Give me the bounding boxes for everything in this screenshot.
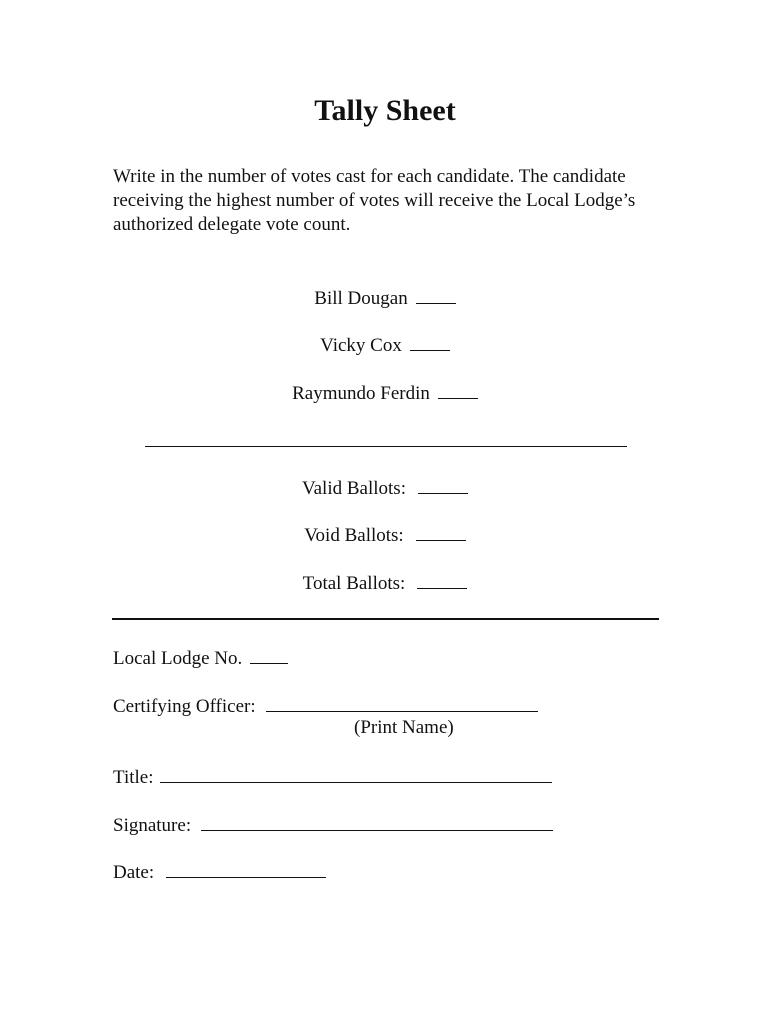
certifying-officer-label: Certifying Officer:: [113, 696, 256, 717]
void-ballots-row: [0, 522, 770, 548]
local-lodge-row: [113, 645, 288, 671]
candidate-name: Bill Dougan: [314, 288, 408, 309]
title-row: [113, 764, 552, 790]
candidate-name: Raymundo Ferdin: [292, 383, 430, 404]
date-label: Date:: [113, 862, 155, 883]
print-name-caption: (Print Name): [354, 717, 454, 738]
title-field[interactable]: [160, 764, 552, 783]
valid-ballots-row: [0, 475, 770, 501]
date-field[interactable]: [166, 859, 326, 878]
signature-label: Signature:: [113, 815, 192, 836]
local-lodge-label: Local Lodge No.: [113, 648, 243, 669]
signature-field[interactable]: [201, 812, 553, 831]
candidate-name: Vicky Cox: [320, 335, 402, 356]
certifying-officer-row: [113, 693, 538, 719]
vote-count-field[interactable]: [416, 285, 456, 304]
candidate-row: [0, 332, 770, 358]
candidate-row: [0, 380, 770, 406]
vote-count-field[interactable]: [438, 380, 478, 399]
vote-count-field[interactable]: [410, 332, 450, 351]
date-row: [113, 859, 326, 885]
void-ballots-field[interactable]: [416, 522, 466, 541]
candidate-row: [0, 285, 770, 311]
total-ballots-field[interactable]: [417, 570, 467, 589]
valid-ballots-label: Valid Ballots:: [302, 478, 406, 499]
signature-row: [113, 812, 553, 838]
section-divider: [112, 618, 659, 620]
local-lodge-field[interactable]: [250, 645, 288, 664]
page-title: Tally Sheet: [314, 94, 456, 127]
void-ballots-label: Void Ballots:: [304, 525, 404, 546]
instructions-paragraph: Write in the number of votes cast for each candidate. The candidate receiving the highest number of votes will receive the Local Lodge’s authorized delegate vote count.: [113, 166, 636, 235]
divider-line: [145, 446, 627, 447]
title-label: Title:: [113, 767, 154, 788]
total-ballots-row: [0, 570, 770, 596]
total-ballots-label: Total Ballots:: [302, 573, 406, 594]
certifying-officer-field[interactable]: [266, 693, 538, 712]
valid-ballots-field[interactable]: [418, 475, 468, 494]
